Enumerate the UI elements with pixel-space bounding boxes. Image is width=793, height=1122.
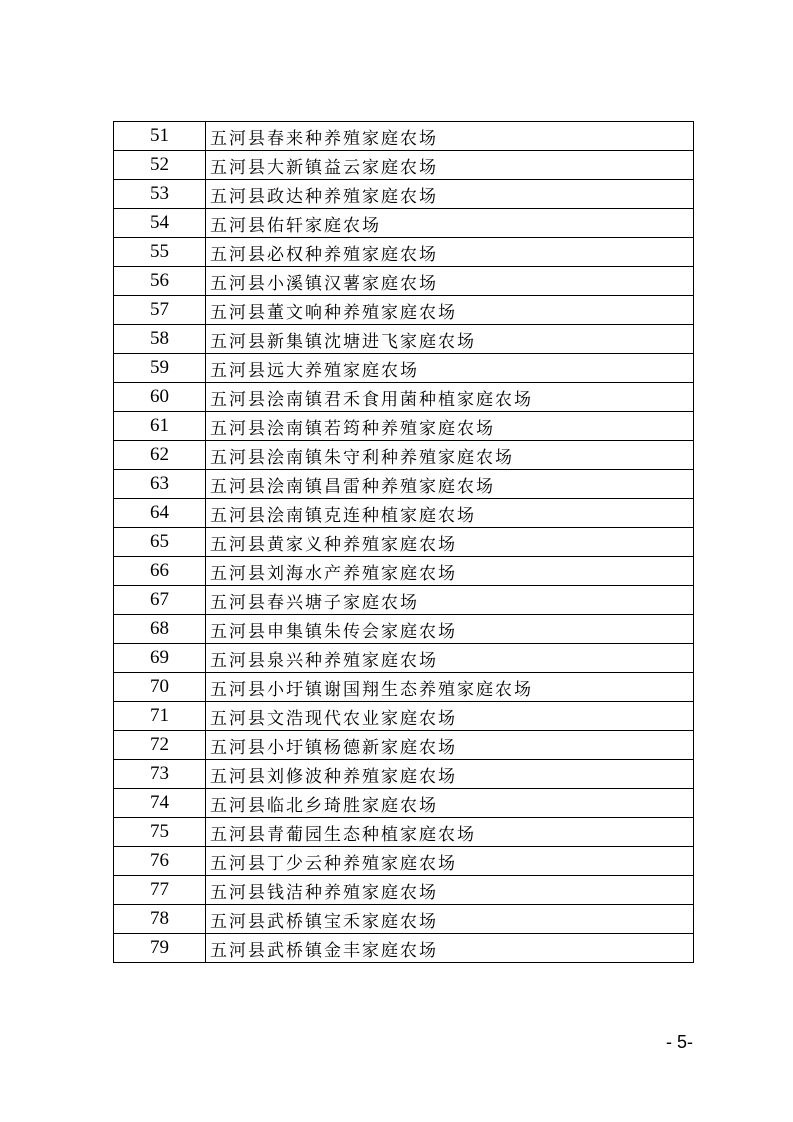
farm-name-cell: 五河县钱洁种养殖家庭农场 xyxy=(206,876,694,905)
table-row xyxy=(114,441,694,470)
table-row xyxy=(114,818,694,847)
farm-name-cell: 五河县小溪镇汉薯家庭农场 xyxy=(206,267,694,296)
row-number-cell: 60 xyxy=(114,383,206,412)
farm-name-cell: 五河县刘修波种养殖家庭农场 xyxy=(206,760,694,789)
farm-name-cell: 五河县必权种养殖家庭农场 xyxy=(206,238,694,267)
farm-name-cell: 五河县春来种养殖家庭农场 xyxy=(206,122,694,151)
row-number-cell: 70 xyxy=(114,673,206,702)
row-number-cell: 73 xyxy=(114,760,206,789)
row-number-cell: 78 xyxy=(114,905,206,934)
table-row xyxy=(114,267,694,296)
farm-name-cell: 五河县浍南镇朱守利种养殖家庭农场 xyxy=(206,441,694,470)
farm-name-cell: 五河县董文响种养殖家庭农场 xyxy=(206,296,694,325)
row-number-cell: 61 xyxy=(114,412,206,441)
row-number-cell: 76 xyxy=(114,847,206,876)
farm-name-cell: 五河县小圩镇谢国翔生态养殖家庭农场 xyxy=(206,673,694,702)
row-number-cell: 79 xyxy=(114,934,206,963)
table-row xyxy=(114,412,694,441)
row-number-cell: 65 xyxy=(114,528,206,557)
farm-name-cell: 五河县武桥镇金丰家庭农场 xyxy=(206,934,694,963)
table-row xyxy=(114,296,694,325)
table-row xyxy=(114,499,694,528)
row-number-cell: 64 xyxy=(114,499,206,528)
farm-name-cell: 五河县黄家义种养殖家庭农场 xyxy=(206,528,694,557)
farm-name-cell: 五河县文浩现代农业家庭农场 xyxy=(206,702,694,731)
row-number-cell: 74 xyxy=(114,789,206,818)
page-number: - 5- xyxy=(666,1032,693,1052)
farm-list-body xyxy=(114,122,694,963)
row-number-cell: 58 xyxy=(114,325,206,354)
row-number-cell: 54 xyxy=(114,209,206,238)
row-number-cell: 75 xyxy=(114,818,206,847)
farm-name-cell: 五河县青葡园生态种植家庭农场 xyxy=(206,818,694,847)
table-row xyxy=(114,470,694,499)
table-row xyxy=(114,905,694,934)
farm-name-cell: 五河县丁少云种养殖家庭农场 xyxy=(206,847,694,876)
farm-name-cell: 五河县临北乡琦胜家庭农场 xyxy=(206,789,694,818)
table-row xyxy=(114,847,694,876)
farm-name-cell: 五河县浍南镇昌雷种养殖家庭农场 xyxy=(206,470,694,499)
table-row xyxy=(114,760,694,789)
farm-name-cell: 五河县武桥镇宝禾家庭农场 xyxy=(206,905,694,934)
row-number-cell: 68 xyxy=(114,615,206,644)
farm-name-cell: 五河县远大养殖家庭农场 xyxy=(206,354,694,383)
table-row xyxy=(114,934,694,963)
table-row xyxy=(114,325,694,354)
table-row xyxy=(114,354,694,383)
row-number-cell: 56 xyxy=(114,267,206,296)
farm-name-cell: 五河县大新镇益云家庭农场 xyxy=(206,151,694,180)
table-row xyxy=(114,702,694,731)
farm-name-cell: 五河县刘海水产养殖家庭农场 xyxy=(206,557,694,586)
table-row xyxy=(114,673,694,702)
row-number-cell: 57 xyxy=(114,296,206,325)
row-number-cell: 77 xyxy=(114,876,206,905)
farm-name-cell: 五河县浍南镇若筠种养殖家庭农场 xyxy=(206,412,694,441)
table-row xyxy=(114,122,694,151)
table-row xyxy=(114,151,694,180)
table-row xyxy=(114,644,694,673)
row-number-cell: 63 xyxy=(114,470,206,499)
row-number-cell: 67 xyxy=(114,586,206,615)
row-number-cell: 55 xyxy=(114,238,206,267)
table-row xyxy=(114,615,694,644)
table-row xyxy=(114,209,694,238)
row-number-cell: 51 xyxy=(114,122,206,151)
row-number-cell: 71 xyxy=(114,702,206,731)
farm-name-cell: 五河县小圩镇杨德新家庭农场 xyxy=(206,731,694,760)
table-row xyxy=(114,180,694,209)
table-row xyxy=(114,789,694,818)
farm-name-cell: 五河县申集镇朱传会家庭农场 xyxy=(206,615,694,644)
farm-name-cell: 五河县政达种养殖家庭农场 xyxy=(206,180,694,209)
farm-name-cell: 五河县新集镇沈塘进飞家庭农场 xyxy=(206,325,694,354)
farm-name-cell: 五河县佑轩家庭农场 xyxy=(206,209,694,238)
row-number-cell: 52 xyxy=(114,151,206,180)
table-row xyxy=(114,238,694,267)
row-number-cell: 66 xyxy=(114,557,206,586)
table-row xyxy=(114,731,694,760)
row-number-cell: 72 xyxy=(114,731,206,760)
table-row xyxy=(114,876,694,905)
farm-name-cell: 五河县浍南镇克连种植家庭农场 xyxy=(206,499,694,528)
row-number-cell: 69 xyxy=(114,644,206,673)
row-number-cell: 62 xyxy=(114,441,206,470)
table-row xyxy=(114,528,694,557)
row-number-cell: 53 xyxy=(114,180,206,209)
table-row xyxy=(114,586,694,615)
farm-name-cell: 五河县春兴塘子家庭农场 xyxy=(206,586,694,615)
farm-name-cell: 五河县泉兴种养殖家庭农场 xyxy=(206,644,694,673)
table-row xyxy=(114,383,694,412)
table-row xyxy=(114,557,694,586)
farm-name-cell: 五河县浍南镇君禾食用菌种植家庭农场 xyxy=(206,383,694,412)
farm-list-table xyxy=(113,121,694,963)
row-number-cell: 59 xyxy=(114,354,206,383)
